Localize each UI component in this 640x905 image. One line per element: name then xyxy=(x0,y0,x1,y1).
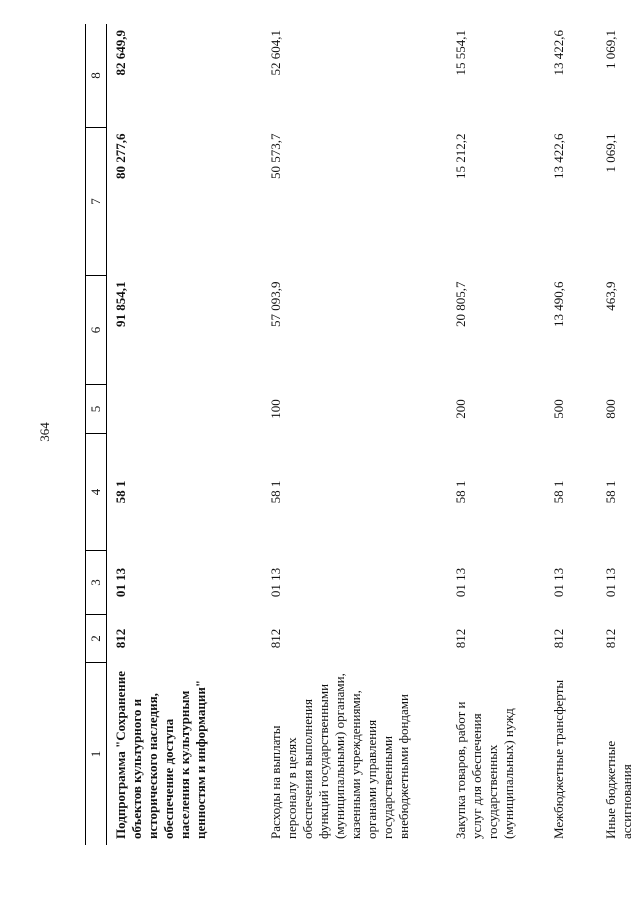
row-code: 812 xyxy=(268,628,283,649)
row-code: 812 xyxy=(551,628,566,649)
row-value-8: 52 604,1 xyxy=(268,30,283,76)
row-value-8: 13 422,6 xyxy=(551,30,566,76)
row-type: 200 xyxy=(453,399,468,419)
table-row xyxy=(597,24,640,845)
header-col-8: 8 xyxy=(86,24,107,128)
row-value-6: 13 490,6 xyxy=(551,281,566,327)
row-type xyxy=(107,385,263,434)
row-name: Межбюджетные трансферты xyxy=(551,679,566,839)
row-value-6: 463,9 xyxy=(603,281,618,311)
row-code: 812 xyxy=(603,628,618,649)
row-type: 100 xyxy=(268,399,283,419)
page-number: 364 xyxy=(37,422,52,442)
row-value-7: 50 573,7 xyxy=(268,133,283,179)
row-value-6: 20 805,7 xyxy=(453,281,468,327)
row-value-6: 57 093,9 xyxy=(268,281,283,327)
row-value-7: 13 422,6 xyxy=(551,133,566,179)
row-target: 58 1 xyxy=(603,480,618,504)
row-value-8: 82 649,9 xyxy=(113,30,128,76)
row-name: Закупка товаров, работ и услуг для обеспечения государственных (муниципальных) нужд xyxy=(453,701,516,839)
table-row xyxy=(107,24,263,845)
row-value-8: 1 069,1 xyxy=(603,30,618,69)
header-col-2: 2 xyxy=(86,615,107,663)
row-section: 01 13 xyxy=(268,567,283,598)
row-name: Подпрограмма "Сохранение объектов культурного и исторического наследия, обеспечение доступа населения к культурным ценностям и информации" xyxy=(113,670,208,839)
header-col-4: 4 xyxy=(86,434,107,551)
header-col-3: 3 xyxy=(86,551,107,615)
row-target: 58 1 xyxy=(551,480,566,504)
header-row xyxy=(86,24,107,845)
row-type: 500 xyxy=(551,399,566,419)
row-value-7: 80 277,6 xyxy=(113,133,128,179)
table-row xyxy=(262,24,447,845)
header-col-6: 6 xyxy=(86,276,107,385)
table-row xyxy=(447,24,545,845)
row-target: 58 1 xyxy=(453,480,468,504)
row-value-8: 15 554,1 xyxy=(453,30,468,76)
row-target: 58 1 xyxy=(268,480,283,504)
row-value-7: 1 069,1 xyxy=(603,133,618,173)
row-type: 800 xyxy=(603,399,618,419)
row-value-7: 15 212,2 xyxy=(453,133,468,179)
row-value-6: 91 854,1 xyxy=(113,281,128,327)
table-row xyxy=(545,24,597,845)
row-target: 58 1 xyxy=(113,480,128,504)
row-name: Расходы на выплаты персоналу в целях обеспечения выполнения функций государственными (муниципальными) органами, казенными учреждениями, органами управления государственными внебюджетными фондами xyxy=(268,673,411,839)
budget-table xyxy=(85,24,640,845)
header-col-1: 1 xyxy=(86,663,107,846)
row-section: 01 13 xyxy=(551,567,566,598)
row-name: Иные бюджетные ассигнования xyxy=(603,740,634,839)
row-section: 01 13 xyxy=(453,567,468,598)
row-code: 812 xyxy=(113,628,128,649)
header-col-5: 5 xyxy=(86,385,107,434)
row-section: 01 13 xyxy=(603,567,618,598)
row-code: 812 xyxy=(453,628,468,649)
header-col-7: 7 xyxy=(86,128,107,276)
row-section: 01 13 xyxy=(113,567,128,598)
budget-table-container xyxy=(85,30,634,845)
